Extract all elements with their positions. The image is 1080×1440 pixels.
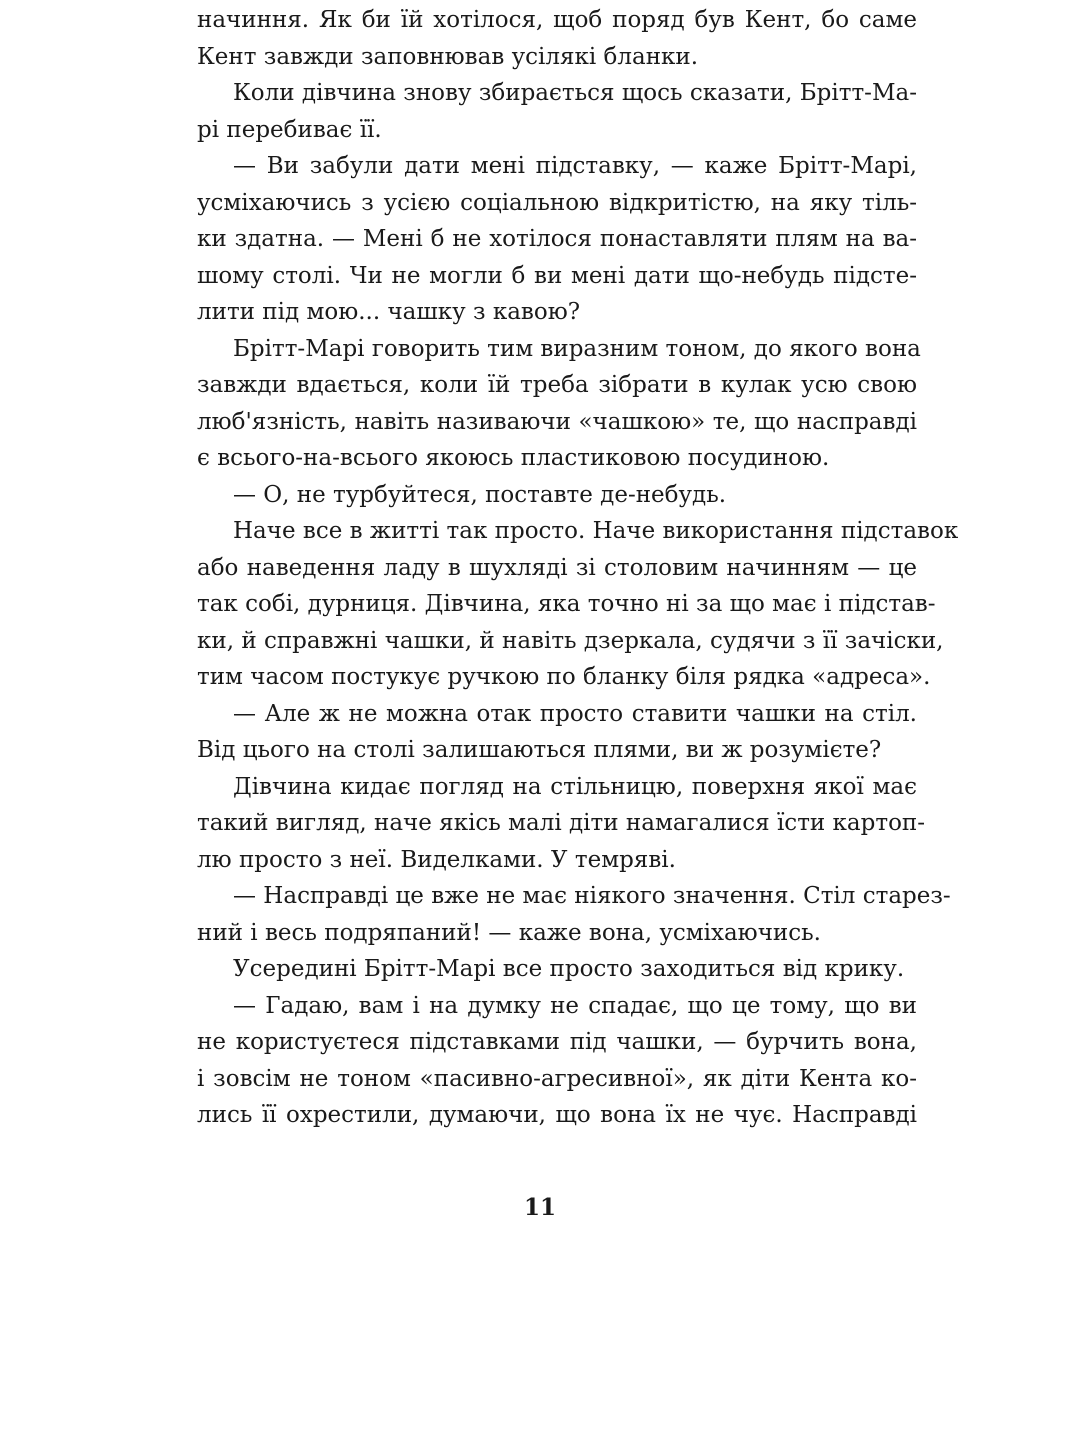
- text-line: лись її охрестили, думаючи, що вона їх не чує. Насправді: [197, 1102, 917, 1128]
- text-line: — О, не турбуйтеся, поставте де-небудь.: [233, 481, 727, 508]
- paragraph: [197, 2, 917, 75]
- text-line: Дівчина кидає погляд на стільницю, поверхня якої має: [233, 773, 917, 800]
- paragraph: [197, 75, 917, 148]
- text-line: — Але ж не можна отак просто ставити чашки на стіл.: [233, 700, 917, 727]
- text-line: шому столі. Чи не могли б ви мені дати що-небудь підсте-: [197, 262, 917, 289]
- text-line: ний і весь подряпаний! — каже вона, усміхаючись.: [197, 919, 821, 946]
- text-line: Наче все в житті так просто. Наче використання підставок: [233, 518, 959, 544]
- paragraph: [197, 951, 917, 988]
- text-line: або наведення ладу в шухляді зі столовим начинням — це: [197, 554, 917, 581]
- paragraph: [197, 513, 959, 696]
- text-line: — Насправді це вже не має ніякого значення. Стіл старез-: [233, 883, 951, 909]
- text-line: Усередині Брітт-Марі все просто заходиться від крику.: [233, 956, 905, 982]
- text-line: начиння. Як би їй хотілося, щоб поряд був Кент, бо саме: [197, 7, 917, 33]
- text-line: Кент завжди заповнював усілякі бланки.: [197, 43, 699, 70]
- text-line: є всього-на-всього якоюсь пластиковою посудиною.: [197, 445, 830, 471]
- text-line: тим часом постукує ручкою по бланку біля рядка «адреса».: [197, 664, 931, 690]
- text-line: завжди вдається, коли їй треба зібрати в кулак усю свою: [197, 372, 917, 398]
- text-line: ки здатна. — Мені б не хотілося понаставляти плям на ва-: [197, 226, 917, 252]
- text-line: ки, й справжні чашки, й навіть дзеркала, судячи з її зачіски,: [197, 627, 944, 654]
- text-line: Коли дівчина знову збирається щось сказати, Брітт-Ма-: [233, 80, 917, 106]
- paragraph: [197, 769, 926, 879]
- text-line: лю просто з неї. Виделками. У темряві.: [197, 846, 676, 873]
- body-text: [197, 2, 959, 1134]
- paragraph: [197, 988, 917, 1134]
- text-line: і зовсім не тоном «пасивно-агресивної», як діти Кента ко-: [197, 1065, 917, 1092]
- text-line: усміхаючись з усією соціальною відкритістю, на яку тіль-: [197, 189, 917, 216]
- paragraph: [197, 696, 917, 769]
- paragraph: [197, 148, 917, 331]
- paragraph: [197, 878, 951, 951]
- text-line: так собі, дурниця. Дівчина, яка точно ні за що має і підстав-: [197, 591, 936, 617]
- paragraph: [197, 331, 921, 477]
- text-line: лити під мою... чашку з кавою?: [197, 299, 581, 325]
- text-line: — Гадаю, вам і на думку не спадає, що це тому, що ви: [233, 992, 917, 1019]
- text-line: не користуєтеся підставками під чашки, — бурчить вона,: [197, 1029, 917, 1055]
- text-line: такий вигляд, наче якісь малі діти намагалися їсти картоп-: [197, 810, 926, 836]
- paragraph: [197, 477, 917, 514]
- text-line: Брітт-Марі говорить тим виразним тоном, до якого вона: [233, 335, 921, 362]
- text-line: люб'язність, навіть називаючи «чашкою» те, що насправді: [197, 408, 917, 435]
- text-line: рі перебиває її.: [197, 116, 382, 143]
- page-number: 11: [523, 1194, 556, 1221]
- text-line: — Ви забули дати мені підставку, — каже Брітт-Марі,: [233, 153, 917, 179]
- text-line: Від цього на столі залишаються плями, ви ж розумієте?: [197, 737, 882, 763]
